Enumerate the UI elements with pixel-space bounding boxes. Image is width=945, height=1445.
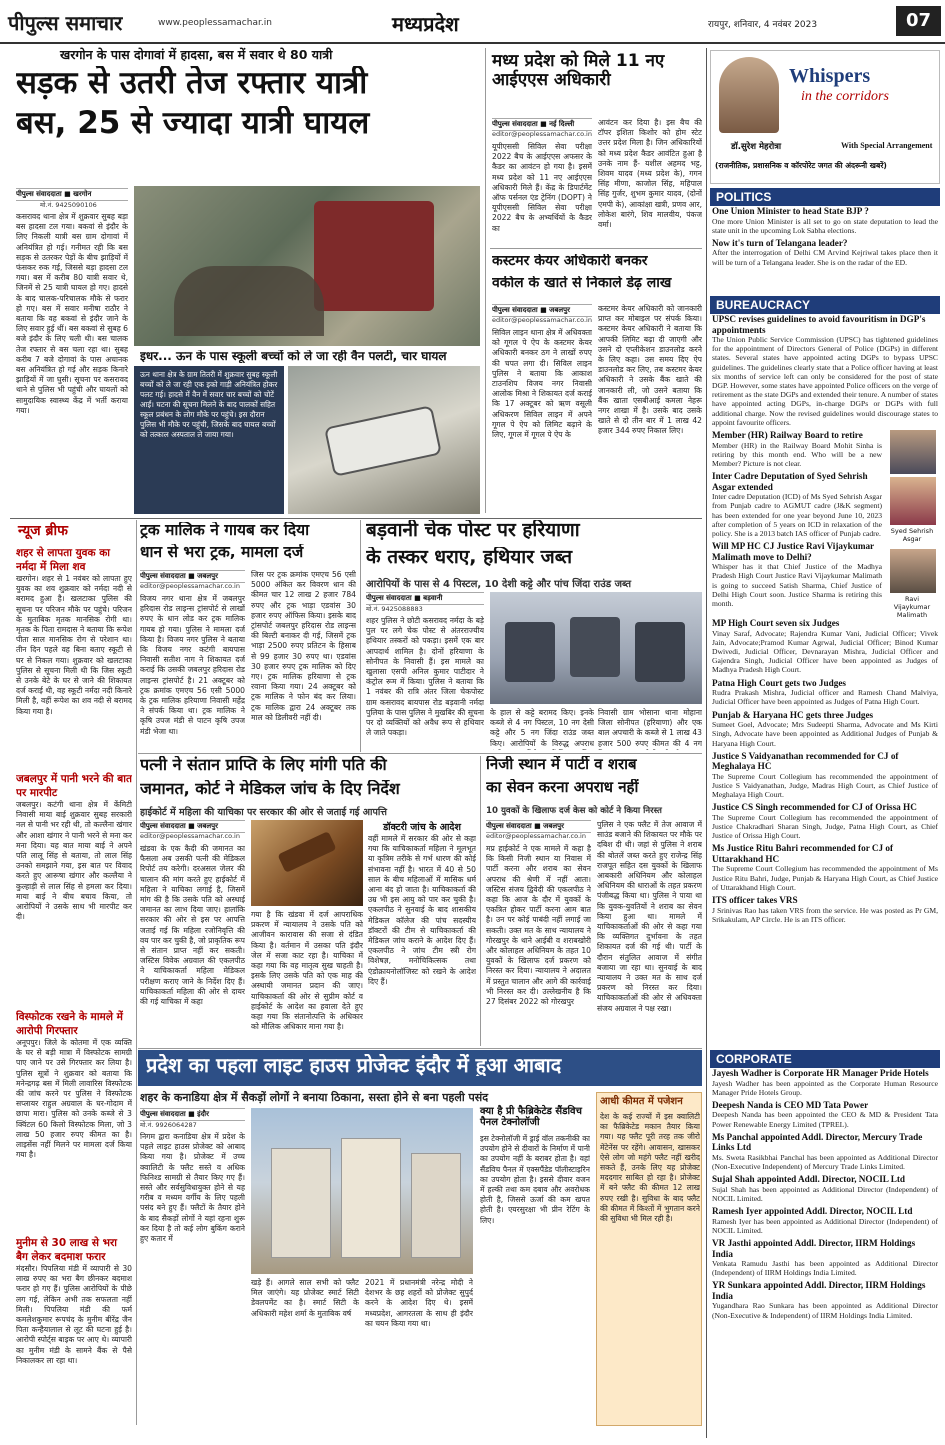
corporate-section-title: CORPORATE — [710, 1050, 940, 1068]
bus-body: कसरावद थाना क्षेत्र में शुक्रवार सुबह बड़ा बस हादसा टल गया। बकवां से इंदौर के लिए निकली यात्री बस ग्राम दोगावां में अनियंत्रित हो गई। गनीमत रही कि बस सड़क से उतरकर पेड़ों के बीच झाड़ियों में फंसकर रुक गई, जिससे बड़ा हादसा टल गया। बस में करीब 80 यात्री सवार थे, जिनमें से 25 यात्री घायल हो गए। हादसे के बाद चालक-परिचालक मौके से फरार हो गए। बस में सवार मनीषा राठौर ने बताया कि वह बकवां से इंदौर जाने के लिए सवार हुई थीं। बस बकवां से सुबह 6 बजे इंदौर के लिए चली थी। बस चालक तेज रफ्तार से बस चला रहा था। सुबह करीब 7 बजे दोगावां के पास अचानक बस अनियंत्रित हो गई और सड़क किनारे झाड़ियों में जा घुसी। सूचना पर कसरावद थाने से पुलिस भी पहुंची और घायलों को सामुदायिक स्वास्थ्य केंद्र में भर्ती कराया गया। — [16, 212, 128, 415]
bureau-11-body: J Srinivas Rao has taken VRS from the service. He was posted as Pr GM, Srikakulam, AP Circle. He is an ITS officer. — [712, 905, 938, 924]
lighthouse-headline: प्रदेश का पहला लाइट हाउस प्रोजेक्ट इंदौर में हुआ आबाद — [146, 1054, 562, 1077]
arrangement-label: With Special Arrangement — [841, 141, 933, 150]
party-headline-line1: निजी स्थान में पार्टी व शराब — [486, 756, 637, 773]
bureau-7-body: Sumeet Goel, Advocate; Mrs Sudeepti Sharma, Advocate and Ms Kirti Singh, Advocate have been appointed as Additional Judges of Punjab & Haryana High Court. — [712, 720, 938, 748]
corp-5-body: Ramesh Iyer has been appointed as Additional Director (Independent) of NOCIL Limited. — [712, 1216, 938, 1235]
section-title: मध्यप्रदेश — [392, 12, 459, 36]
fraud-email: editor@peoplessamachar.co.in — [492, 316, 592, 324]
bureau-11-headline: ITS officer takes VRS — [712, 895, 798, 906]
lighthouse-body1: निगम द्वारा कनाडिया क्षेत्र में प्रदेश के पहले लाइट हाउस प्रोजेक्ट को आबाद किया गया है। प्रोजेक्ट में उच्च क्वालिटी के फ्लैट सस्ते व अधिक फिनिश्ड सामग्री से तैयार किए गए हैं। सस्ते और सर्वसुविधायुक्त होने से यह गरीब व मध्यम वर्गीय के लिए पहली पसंद बने हुए हैं। फ्लैटों के तैयार होने के बाद सैकड़ों लोगों ने यहां रहना शुरू कर दिया है तो कई लोग बुकिंग कराने हुए कतार में — [140, 1132, 245, 1244]
corp-6-headline: VR Jasthi appointed Addl. Director, IIRM Holdings India — [712, 1238, 916, 1259]
truck-body2: जिस पर ट्रक क्रमांक एमएच 56 एसी 5000 अंकित कर विवरण धान की कीमत चार 12 लाख 2 हजार 784 रुपए और ट्रक भाड़ा एडवांस 30 हजार रुपए ऑफिस किया। इसके बाद ट्रांसपोर्ट जबलपुर हरिदास रोड लाइन्स की बिल्टी बनाकर दी गई, जिसमें ट्रक भाड़ा 2500 रुपए प्रतिटन के हिसाब से 99 हजार 30 रुपए था। एडवांस 30 हजार रुपए ट्रक मालिक को दिए गए। ट्रक मालिक हरियाणा से ट्रक रवाना किया गया। 24 अक्टूबर को ट्रक मालिक ने फोन बंद कर लिया। ट्रक मालिक द्वारा 24 अक्टूबर तक माल को डिलीवरी नहीं दी। — [251, 570, 356, 722]
lighthouse-body3: 2021 में प्रधानमंत्री नरेन्द्र मोदी ने देशभर के छह शहरों को प्रोजेक्ट सुपुर्द करने के आदेश दिए थे। इसमें मध्यप्रदेश, आगरतला के साथ ही इंदौर का चयन किया गया था। — [365, 1278, 473, 1328]
building-shape-3 — [411, 1153, 461, 1258]
spouse-email: editor@peoplessamachar.co.in — [140, 832, 240, 840]
ravi-malimath-photo — [890, 549, 936, 593]
whispers-tagline: (राजनीतिक, प्रशासनिक व कॉरपोरेट जगत की अंदरूनी खबरें) — [715, 161, 887, 170]
party-byline: पीपुल्स संवाददाता ■ जबलपुर — [486, 820, 591, 833]
truck-email: editor@peoplessamachar.co.in — [140, 582, 240, 590]
bureau-5-body: Vinay Saraf, Advocate; Rajendra Kumar Vani, Judicial Officer; Vivek Jain, Advocate;Pramod Kumar Agrwal, Judicial Officer; Binod Kumar Dwivedi, Judicial Officer, Devnarayan Mishra, Judicial Officer and Gajendra Singh, Judicial Officer have been appointed as Judges of Madhya Pradesh High Court. — [712, 628, 938, 675]
lighthouse-mobile: मो.नं. 9926064287 — [140, 1121, 197, 1129]
spouse-body3: वहीं मामले में सरकार की ओर से कहा गया कि याचिकाकर्ता महिला ने मूलभूत या कृत्रिम तरीके से गर्भ धारण की कोई संभावना नहीं है। भारत में 40 से 50 साल के बीच महिलाओं में मासिक धर्म आना बंद हो जाता है। याचिकाकर्ता की उम्र भी इस आयु को पार कर चुकी है। एकलपीठ ने सुनवाई के बाद शासकीय मेडिकल कॉलेज की पांच सदस्यीय डॉक्टरों की टीम से याचिकाकर्ता की मेडिकल जांच कराने के आदेश दिए हैं। एकलपीठ ने जांच टीम स्त्री रोग विशेषज्ञ, मनोचिकित्सक तथा एंडोक्रायनोलॉजिस्ट को रखने के आदेश दिए हैं। — [368, 834, 476, 986]
party-body2: पुलिस ने एक फ्लैट में तेज आवाज में साउंड बजाने की शिकायत पर मौके पर दबिश दी थी। जहां से पुलिस ने शराब की बोतलें जब्त करते हुए राजेन्द्र सिंह राजपूत सहित दस युवकों के खिलाफ आबकारी अधिनियम और कोलाहल अधिनियम की धाराओं के तहत प्रकरण पंजीबद्ध किया था। पुलिस ने पाया था कि युवक-युवतियों ने शराब का सेवन किया हुआ था। मामले में याचिकाकर्ताओं की ओर से कहा गया कि व्यक्तिगत दुर्भावना के तहत शिकायत दर्ज की गई थी। पार्टी के दौरान संतुलित आवाज में संगीत बजाया जा रहा था। सुनवाई के बाद न्यायालय ने उक्त मत के साथ दर्ज प्रकरण को निरस्त कर दिया। याचिकाकर्ताओं की ओर से अधिवक्ता संजय अग्रवाल ने पक्ष रखा। — [597, 820, 702, 1013]
weapons-shape-2 — [570, 617, 620, 677]
barwani-byline: पीपुल्स संवाददाता ■ बड़वानी — [366, 592, 484, 605]
price-body: देश के कई राज्यों में इस क्वालिटी का फैब्रिकेटेड मकान तैयार किया गया। यह फ्लैट पूरी तरह तक जीरो मेंटेनेंस पर रहेंगे। आवासन, खासकर ऐसे लोग जो महंगे फ्लैट नहीं खरीद सकते हैं, उनके लिए यह प्रोजेक्ट मददगार साबित हो रहा है। प्रोजेक्ट में बने फ्लैट की कीमत 12 लाख रुपए रखी है। सुविधा के बाद फ्लैट की कीमत में किश्तों में भुगतान करने की सुविधा भी मिल रही है। — [600, 1112, 700, 1224]
masthead — [0, 0, 945, 44]
bureau-8-body: The Supreme Court Collegium has recommended the appointment of Justice S Vaidyanathan, Judge, Madras High Court, as Chief Justice of Meghalaya High Court. — [712, 771, 938, 800]
mohit-sinha-photo — [890, 430, 936, 474]
fraud-byline: पीपुल्स संवाददाता ■ जबलपुर — [492, 304, 592, 317]
party-body1: मप्र हाईकोर्ट ने एक मामले में कहा है कि किसी निजी स्थान या निवास में पार्टी करना और शराब का सेवन अपराध की श्रेणी में नहीं आता। जस्टिस संजय द्विवेदी की एकलपीठ ने कहा कि आज के दौर में युवकों के एकत्रित होकर पार्टी करना आम बात है। उन पर कोई पाबंदी नहीं लगाई जा सकती। उक्त मत के साथ न्यायालय ने गोरखपुर के थाने आईबी व शराबखोरी और कोलाहल अधिनियम के तहत 10 युवकों के खिलाफ दर्ज प्रकरण को निरस्त कर दिया। न्यायालय ने अदालत में प्रस्तुत चालान और आगे की कार्रवाई भी निरस्त कर दी। उल्लेखनीय है कि 27 दिसंबर 2022 को गोरखपुर — [486, 844, 591, 1007]
bus-headline-line1: सड़क से उतरी तेज रफ्तार यात्री — [16, 66, 368, 101]
brand-logo: पीपुल्स समाचार — [8, 11, 123, 35]
corp-4-body: Sujal Shah has been appointed as Additional Director (Independent) of NOCIL Limited. — [712, 1184, 938, 1203]
ias-body2: आवंटन कर दिया है। इस बैच की टॉपर इशिता किशोर को होम स्टेट उत्तर प्रदेश मिला है। जिन अधिकारियों को मध्य प्रदेश कैडर आवंटित हुआ है उनके नाम हैं- यशील अहमद भट्ट, शिवम यादव (मध्य प्रदेश के), गगन सिंह मीणा, काजोल सिंह, महिपाल सिंह गुर्जर, शुभम कुमार यादव, (दोनों एमपी के), आकांक्षा खत्री, प्रणव आर, लोकेश बारंगे, शिव मालवीय, पंकज वर्मा। — [598, 118, 702, 230]
author-name: डॉ.सुरेश मेहरोत्रा — [731, 142, 782, 152]
barwani-subhead: आरोपियों के पास से 4 पिस्टल, 10 देशी कट्टे और पांच जिंदा राउंड जब्त — [366, 579, 632, 590]
bureau-10-body: The Supreme Court Collegium has recommended the appointment of Ms Justice Ritu Bahri, Judge, Punjab & Haryana High Court, as Chief Justice of Uttarakhand High Court. — [712, 864, 938, 892]
fraud-headline-line2: वकील के खाते से निकाले डेढ़ लाख — [492, 276, 672, 291]
building-shape-1 — [271, 1148, 331, 1258]
brief-2-body: जबलपुर। कटंगी थाना क्षेत्र में केंमिटी निवासी माया बाई शुक्रवार सुबह सरकारी नल से पानी भर रही थी, तो कल्लैना खंगार और आशा खंगार ने पानी भरने से मना कर मना दिया। यह बात माया बाई ने अपने पति लालू सिंह से बताया, तो लाल सिंह उनको समझाने गया, इस बात पर विवाद करते हुए आरूषा खंगार और कल्लैया ने कुल्हाड़ी से लाल सिंह से हमला कर दिया। माया बाई ने बीच बचाव किया, तो आरोपियों ने उसके साथ भी मारपीट कर दी। — [16, 800, 132, 922]
ravi-caption-2: Vijaykumar — [893, 603, 931, 612]
medical-box-title: डॉक्टरी जांच के आदेश — [383, 822, 461, 833]
bus-headline-line2: बस, 25 से ज्यादा यात्री घायल — [16, 106, 370, 141]
corp-2-headline: Deepesh Nanda is CEO MD Tata Power — [712, 1099, 869, 1110]
fraud-headline-line1: कस्टमर केयर अधिकारी बनकर — [492, 254, 648, 269]
fraud-body1: सिविल लाइन थाना क्षेत्र में अधिवक्ता को गूगल पे ऐप के कस्टमर केयर अधिकारी बनकर ठग ने लाखों रुपए की चपत लगा दी। सिविल लाइन पुलिस ने बताया कि आकाश टाउनशिप विजय नगर निवासी आलोक मिश्रा ने शिकायत दर्ज कराई कि 17 अक्टूबर को ऋण वसूली अधिकरण सिविल लाइन में अपने गूगल पे ऐप को लिमिट बढ़ाने के लिए, गूगल में गूगल पे ऐप के — [492, 328, 592, 440]
truck-body1: विजय नगर थाना क्षेत्र में जबलपुर हरिदास रोड लाइन्स ट्रांसपोर्ट से लाखों रुपए के धान लोड कर ट्रक मालिक गायब हो गया। पुलिस ने मामला दर्ज किया है। विजय नगर पुलिस ने बताया कि विजय नगर कटंगी बायपास निवासी सतीश नाग ने शिकायत दर्ज कराई कि उसकी जबलपुर हरिदास रोड लाइन्स ट्रांसपोर्ट है। 21 अक्टूबर को ट्रक क्रमांक एमएच 56 एसी 5000 के ट्रक मालिक हरियाणा निवासी महेंद्र ने संपर्क किया था। ट्रक मालिक ने कृषि उपज मंडी से पाटन कृषि उपज मंडी भेजा था। — [140, 594, 245, 736]
news-brief-title: न्यूज ब्रीफ — [18, 523, 68, 539]
bus-byline: पीपुल्स संवाददाता ■ खरगोन — [16, 188, 128, 201]
crowd-shape — [174, 266, 324, 336]
corp-6-body: Venkata Ramudu Jasthi has been appointed as Additional Director (Independent) of IIRM Holdings India Limited. — [712, 1259, 938, 1278]
fraud-body2: कस्टमर केयर अधिकारी को जानकारी प्राप्त कर मोबाइल पर संपर्क किया। कस्टमर केयर अधिकारी ने बताया कि आपकी लिमिट बढ़ा दी जाएगी और उसने दो एप्लीकेशन डाउनलोड करने के लिए कहा। उस समय दिए ऐप डाउनलोड कर लिए, तब कस्टमर केयर अधिकारी ने उसके बैंक खाते की जानकारी ली, जो उसने बताया कि बैंक खाता एसबीआई कमला नेहरू नगर शाखा में है। उसके बाद उसके खाते से दो तीन बार में 1 लाख 42 हजार 344 रुपए निकाल लिए। — [598, 304, 702, 436]
ravi-caption-1: Ravi — [904, 595, 919, 604]
corp-3-headline: Ms Panchal appointed Addl. Director, Mercury Trade Links Ltd — [712, 1131, 923, 1153]
van-body: ऊन थाना क्षेत्र के ग्राम तितरी में शुक्रवार सुबह स्कूली बच्चों को ले जा रही एक इको गाड़ी अनियंत्रित होकर पलट गई। हादसे में वैन में सवार चार बच्चों को चोटें आईं। घटना की सूचना मिलने के बाद पालकों सहित स्कूल प्रबंधन के लोग मौके पर पहुंचे। इस दौरान पुलिस भी मौके पर पहुंची, जिसके बाद घायल बच्चों को तत्काल अस्पताल ले जाया गया। — [140, 370, 278, 439]
bureau-3-headline: Inter Cadre Deputation of Syed Sehrish Asgar extended — [712, 471, 868, 492]
bureau-1-body: The Union Public Service Commission (UPSC) has tightened guidelines for the appointment of Directors General of Police (DGPs) in different states. Several states have appointed acting DGPs to bypass UPSC guidelines. The guidelines clearly state that a Police officer having at least six months of service left can only be considered for the post of state DGP. However, some states have appointed Police officers on the verge of retirement as the state DGPs and extended their tenure. A number of states have appointed acting DGPs, in-charge DGPs or DGPs with full additional charge. Now the revised guidelines would discourage states to appoint favourite officers. — [712, 335, 938, 427]
syed-sehrish-caption-1: Syed Sehrish — [890, 527, 934, 536]
barwani-body2: के हाल से कट्टे बरामद किए। इनके कब्जे से 4 नग पिस्टल, 10 नग देसी कट्टे और 5 नग जिंदा राउंड जब्त किए। आरोपियों के विरुद्ध अपराध — [490, 708, 594, 748]
corp-7-body: Yugandhara Rao Sunkara has been appointed as Additional Director (Non-Executive & Independent) of IIRM Holdings India Limited. — [712, 1301, 938, 1320]
brief-2-headline: जबलपुर में पानी भरने की बात पर मारपीट — [16, 773, 132, 799]
truck-headline-line2: धान से भरा ट्रक, मामला दर्ज — [140, 544, 304, 561]
ias-body1: यूपीएससी सिविल सेवा परीक्षा 2022 बैच के आईएएस अफसर के कैडर का आवंटन हो गया है। इसमें मध्य प्रदेश को 11 नए आईएएस अधिकारी मिले हैं। केंद्र के डिपार्टमेंट ऑफ पर्सनल एंड ट्रेनिंग (DOPT) ने यूपीएससी सिविल सेवा परीक्षा 2022 बैच के अभ्यर्थियों के कैडर का — [492, 142, 592, 233]
bus-accident-photo — [134, 186, 480, 346]
bureau-10-headline: Ms Justice Ritu Bahri recommended for CJ of Uttarakhand HC — [712, 843, 894, 864]
bureau-2-body: Member (HR) in the Railway Board Mohit Sinha is retiring by this month end. Who will be a new Member? Picture is not clear. — [712, 440, 882, 468]
party-subhead: 10 युवकों के खिलाफ दर्ज केस को कोर्ट ने किया निरस्त — [486, 806, 662, 816]
spouse-headline-line2: जमानत, कोर्ट ने मेडिकल जांच के दिए निर्देश — [140, 780, 400, 798]
brief-3-body: अनूपपुर। जिले के कोतमा में एक व्यक्ति के घर से बड़ी मात्रा में विस्फोटक सामग्री पाए जाने पर उसे गिरफ्तार कर लिया है। पुलिस सूत्रों ने शुक्रवार को बताया कि मनेन्द्रगढ़ बस में मिली लावारिस विस्फोटक की जांच करने पर पुलिस ने विस्फोटक सप्लायर राहुल अग्रवाल के घर-गोदाम में छापा मारा। पुलिस को उनके कब्जे से 3 क्विंटल 60 किलो विस्फोटक मिला, जो 3 लाख 50 हजार रुपए कीमत का है। लाइसेंस नहीं मिलने पर मामला दर्ज किया गया है। — [16, 1038, 132, 1160]
corporate-column — [712, 1068, 938, 1440]
spouse-headline-line1: पत्नी ने संतान प्राप्ति के लिए मांगी पति की — [140, 756, 387, 774]
van-shape — [324, 405, 442, 477]
whispers-header — [710, 50, 940, 184]
corp-2-body: Deepesh Nanda has been appointed the CEO & MD & President Tata Power Renewable Energy Limited (TPREL). — [712, 1110, 938, 1129]
gavel-photo — [251, 820, 363, 906]
bureau-5-headline: MP High Court seven six Judges — [712, 618, 840, 629]
weapons-shape-3 — [635, 622, 685, 682]
spouse-body1: खंडवा के एक कैदी की जमानत का फैसला अब उसकी पत्नी की मेडिकल रिपोर्ट तय करेगी। दरअसल जेलर की चालान की मांग करते हुए हाईकोर्ट में महिला ने याचिका लगाई है, जिसमें मांग की है कि उसके पति को अस्थाई जमानत का लाभ दिया जाए। हालांकि सरकार की ओर से इस पर आपत्ति जताई गई कि महिला रजोनिवृत्ति की वय पार कर चुकी है, जो प्राकृतिक रूप से संतान प्राप्त नहीं कर सकती। जस्टिस विवेक अग्रवाल की एकलपीठ ने याचिकाकर्ता महिला मेडिकल परीक्षण कराए जाने के निर्देश दिए हैं। याचिकाकर्ता महिला की ओर से दायर की गई याचिका में कहा — [140, 844, 245, 1007]
bureau-4-body: Whisper has it that Chief Justice of the Madhya Pradesh High Court Justice Ravi Vijaykumar Malimath is going to succeed Satish Sharma, Chief Justice of Delhi High Court soon. Justice Sharma is retiring this month. — [712, 562, 882, 608]
politics-column — [712, 206, 938, 298]
lighthouse-body2: खड़े हैं। आगले साल सभी को फ्लैट मिल जाएंगे। यह प्रोजेक्ट स्मार्ट सिटी डेवलपमेंट का है। स्मार्ट सिटी के अधिकारी महेश शर्मा के मुताबिक वर्ष — [251, 1278, 359, 1318]
corp-3-body: Ms. Sweta Rasikbhai Panchal has been appointed as Additional Director (Non-Executive Independent) of Mercury Trade Links Limited. — [712, 1152, 938, 1172]
sandwich-panel-headline: क्या है प्री फैब्रिकेटेड सैंडविच पैनल टेक्नोलॉजी — [480, 1106, 582, 1129]
barwani-headline-line1: बड़वानी चेक पोस्ट पर हरियाणा — [366, 520, 580, 541]
bureau-3-body: Inter cadre Deputation (ICD) of Ms Syed Sehrish Asgar from Punjab cadre to AGMUT cadre (J&K segment) has been extended for one year beyond June 10, 2023 after completion of 5 years on ICD in relaxation of the policy. She is a 2013 batch IAS officer of Punjab cadre. — [712, 492, 882, 538]
party-email: editor@peoplessamachar.co.in — [486, 832, 586, 840]
bus-kicker: खरगोन के पास दोगावां में हादसा, बस में सवार थे 80 यात्री — [60, 47, 333, 62]
bureau-2-headline: Member (HR) Railway Board to retire — [712, 430, 863, 441]
ravi-caption-3: Malimath — [896, 611, 928, 620]
spouse-subhead: हाईकोर्ट में महिला की याचिका पर सरकार की ओर से जताई गई आपत्ति — [140, 807, 387, 818]
whispers-tag-line1: Whispers — [789, 65, 871, 87]
bureaucracy-section-title: BUREAUCRACY — [710, 296, 940, 314]
lighthouse-subhead: शहर के कनाडिया क्षेत्र में सैकड़ों लोगों ने बनाया ठिकाना, सस्ता होने से बना पहली पसंद — [140, 1091, 489, 1104]
building-shape-2 — [341, 1138, 401, 1258]
van-headline: इधर... ऊन के पास स्कूली बच्चों को ले जा रही वैन पलटी, चार घायल — [140, 350, 447, 363]
bureau-6-body: Rudra Prakash Mishra, Judicial officer and Ramesh Chand Malviya, Judicial Officer have been appointed as Judges of Patna High Court. — [712, 688, 938, 707]
brief-1-body: खरगोन। शहर से 1 नवंबर को लापता हुए युवक का शव शुक्रवार को नर्मदा नदी से बरामद हुआ है। खलटाका पुलिस की सूचना पर परिजन मौके पर पहुंचे। परिजन के मुताबिक मृतक मानसिक रोगी था। मृतक के पिता रामदास ने बताया कि रूपेश पीता साल मानसिक रोग से परेशान था। तीन दिन पहले वह बिना बताए स्कूटी से घर से निकल गया। शुक्रवार को खलटाका पुलिस से सूचना मिली थी कि जिस स्कूटी से उनके बेटे के घर से जाने की शिकायत दर्ज कराई थी, वह स्कूटी नर्मदा नदी किनारे मिली है, वहीं रूपेश का शव नदी से बरामद किया गया है। — [16, 574, 132, 716]
politics-section-title: POLITICS — [710, 188, 940, 206]
sandwich-panel-body: इस टेक्नोलॉजी में ड्राई वॉल तकनीकी का उपयोग होने से दीवारों के निर्माण में पानी का उपयोग नहीं के बराबर होता है। वहां सैंडविच पैनल में एक्सपैंडेड पॉलीस्टाइरिन का उपयोग होता है। इससे दीवार वजन में हल्की तथा कम दबाव और अवरोधक होती है, जिससे ऊर्जा की कम खपत होती है। एयरसुरक्षा भी प्रीन रेटिंग के लिए। — [480, 1134, 590, 1225]
gavel-shape — [277, 831, 336, 873]
weapons-shape-1 — [505, 622, 555, 682]
bureau-4-headline: Will MP HC CJ Justice Ravi Vijaykumar Malimath move to Delhi? — [712, 541, 874, 562]
party-headline-line2: का सेवन करना अपराध नहीं — [486, 779, 639, 796]
bureau-1-headline: UPSC revises guidelines to avoid favouritism in DGP's appointments — [712, 314, 926, 335]
bureaucracy-column — [712, 314, 938, 1048]
dateline: रायपुर, शनिवार, 4 नवंबर 2023 — [708, 20, 818, 30]
bureau-9-body: The Supreme Court Collegium has recommended the appointment of Justice Chakradhari Sharan Singh, Judge, Patna High Court, as Chief Justice of Orissa High Court. — [712, 812, 938, 841]
bus-shape — [314, 201, 434, 311]
whispers-tag-line2: in the corridors — [801, 89, 889, 104]
barwani-body3: निवासी ग्राम भोसाना थाना मोहाना जिला सोनीपत (हरियाणा) और एक बाल अपचारी के कब्जे से 1 लाख 43 हजार 500 रुपए कीमत की 4 नग — [598, 708, 702, 748]
price-headline: आधी कीमत में पजेशन — [600, 1096, 683, 1107]
politics-1-headline: One Union Minister to head State BJP ? — [712, 206, 869, 216]
bureau-7-headline: Punjab & Haryana HC gets three Judges — [712, 709, 874, 720]
spouse-body2: गया है कि खंडवा में दर्ज आपराधिक प्रकरण में न्यायालय ने उसके पति को आजीवन कारावास की सजा से दंडित किया है। वर्तमान में उसका पति इंदौर जेल में सजा काट रहा है। याचिका में कहा गया कि वह मातृत्व सुख चाहती है। इसके लिए उसके पति को एक माह की अस्थायी जमानत प्रदान की जाए। याचिकाकर्ता की ओर से सुप्रीम कोर्ट व हाईकोर्ट के आदेश का हवाला देते हुए कहा गया कि संतानोत्पत्ति के अधिकार को मौलिक अधिकार माना गया है। — [251, 910, 363, 1032]
ias-email: editor@peoplessamachar.co.in — [492, 130, 592, 138]
site-url: www.peoplessamachar.in — [158, 18, 272, 28]
lighthouse-photo — [251, 1108, 473, 1274]
politics-2-body: After the interrogation of Delhi CM Arvind Kejriwal takes place then it will be turn of a Telangana leader. She is on the radar of the ED. — [712, 248, 938, 267]
brief-4-body: मंदसौर। पिपलिया मंडी में व्यापारी से 30 लाख रुपए का भरा बैग छीनकर बदमाश फरार हो गए हैं। पुलिस आरोपियों के पीछे लग गई, लेकिन अभी तक सफलता नहीं मिली। पिपलिया मंडी की फर्म कमलेशकुमार रूपचंद के मुनीम बीरेंद्र जैन पिता कन्हैयालाल से लूट की घटना हुई है। आरोपी स्पोर्ट्स बाइक पर आए थे। व्यापारी का मुनीम मंडी के सामने बैंक से पैसे निकालकर ला रहा था। — [16, 1264, 132, 1365]
bureau-8-headline: Justice S Vaidyanathan recommended for CJ of Meghalaya HC — [712, 750, 899, 772]
syed-sehrish-caption-2: Asgar — [902, 535, 922, 544]
bureau-6-headline: Patna High Court gets two Judges — [712, 677, 846, 688]
truck-byline: पीपुल्स संवाददाता ■ जबलपुर — [140, 570, 245, 583]
ias-byline: पीपुल्स संवाददाता ■ नई दिल्ली — [492, 118, 592, 131]
corp-7-headline: YR Sunkara appointed Addl. Director, IIRM Holdings India — [712, 1280, 926, 1301]
bureau-9-headline: Justice CS Singh recommended for CJ of Orissa HC — [712, 802, 917, 813]
ias-headline: मध्य प्रदेश को मिले 11 नए आईएएस अधिकारी — [492, 51, 665, 91]
corp-4-headline: Sujal Shah appointed Addl. Director, NOCIL Ltd — [712, 1174, 905, 1185]
lighthouse-byline: पीपुल्स संवाददाता ■ इंदौर — [140, 1108, 245, 1121]
brief-1-headline: शहर से लापता युवक का नर्मदा में मिला शव — [16, 547, 111, 573]
brief-3-headline: विस्फोटक रखने के मामले में आरोपी गिरफ्तार — [16, 1011, 123, 1037]
spouse-byline: पीपुल्स संवाददाता ■ जबलपुर — [140, 820, 245, 833]
syed-sehrish-photo — [890, 477, 936, 525]
brief-column — [16, 546, 132, 1426]
page-number: 07 — [896, 6, 941, 36]
van-accident-photo — [288, 366, 480, 514]
brief-4-headline: मुनीम से 30 लाख से भरा बैग लेकर बदमाश फरार — [16, 1237, 118, 1263]
bus-mobile: मो.नं. 9425090106 — [40, 201, 97, 209]
politics-2-headline: Now it's turn of Telangana leader? — [712, 237, 848, 248]
politics-1-body: One more Union Minister is all set to go on state deputation to lead the state unit in the upcoming Lok Sabha elections. — [712, 216, 938, 235]
author-photo — [719, 57, 779, 133]
barwani-headline-line2: के तस्कर धराए, हथियार जब्त — [366, 547, 573, 568]
corp-1-headline: Jayesh Wadher is Corporate HR Manager Pride Hotels — [712, 1068, 929, 1078]
barwani-body1: शहर पुलिस ने छोटी कसरावद नर्मदा के बड़े पुल पर लगे चेक पोस्ट से अंतरराज्यीय हथियार तस्करों को पकड़ा। इसमें एक बार आपदार्थ शामिल है। दोनों हरियाणा के सोनीपत के निवासी हैं। इस मामले का खुलासा एसपी अनिल कुमार पाटीदार ने कंट्रोल रूम में किया। पुलिस ने बताया कि 1 नवंबर की रात्रि अंतर जिला चेकपोस्ट ग्राम कसरावद बायपास रोड बड़वानी नर्मदा पुलिया के पास पुलिस ने मुखबिर की सूचना पर दो व्यक्तियों को अवैध रूप से हथियार ले जाते पकड़ा। — [366, 616, 484, 738]
barwani-mobile: मो.नं. 9425088883 — [366, 605, 423, 613]
corp-1-body: Jayesh Wadher has been appointed as the Corporate Human Resource Manager Pride Hotels Group. — [712, 1078, 938, 1097]
corp-5-headline: Ramesh Iyer appointed Addl. Director, NOCIL Ltd — [712, 1206, 913, 1217]
truck-headline-line1: ट्रक मालिक ने गायब कर दिया — [140, 522, 310, 539]
weapons-photo — [490, 592, 702, 704]
